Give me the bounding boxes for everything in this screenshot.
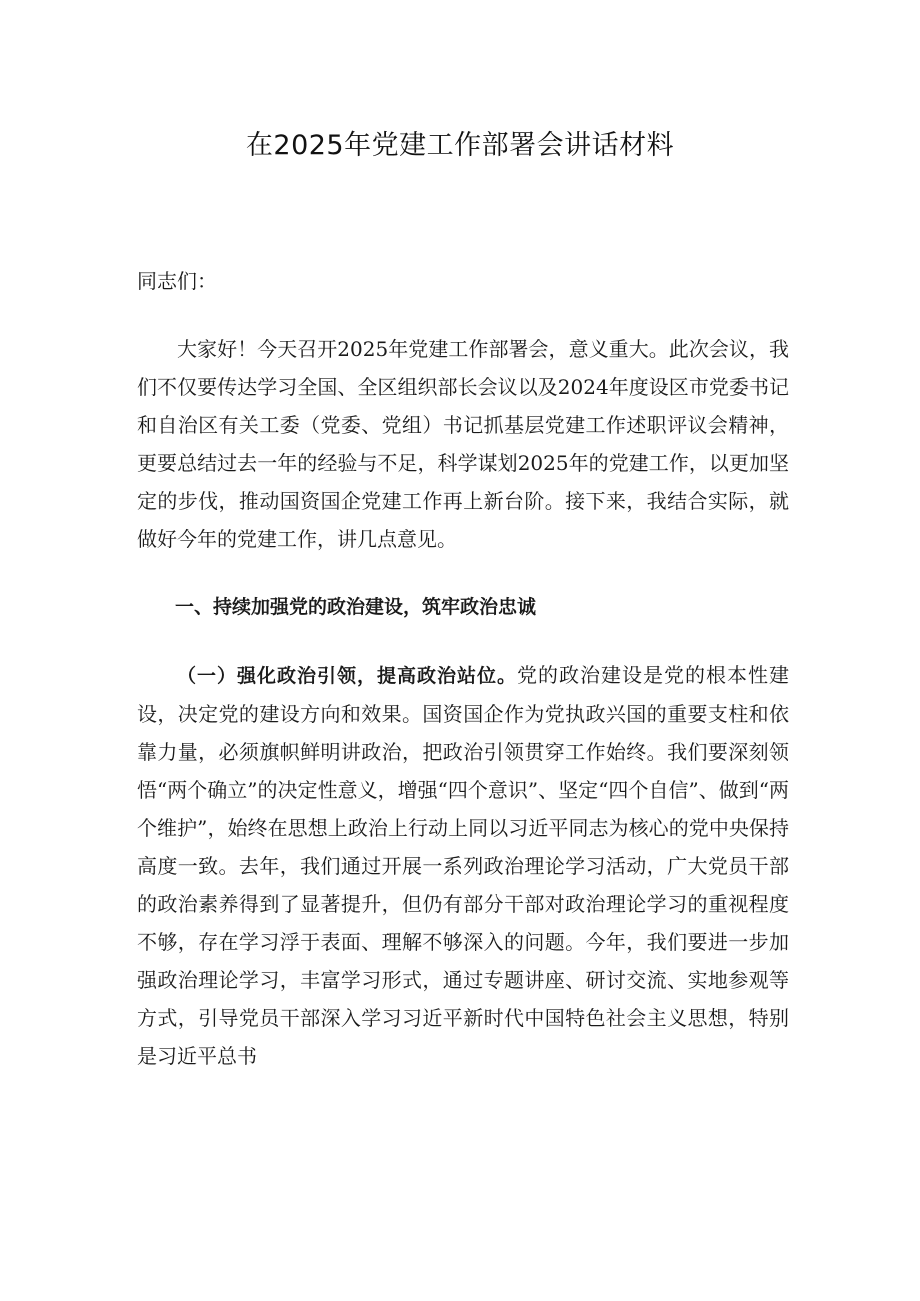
subsection-paragraph-1 bbox=[137, 656, 789, 1075]
section-heading-1: 一、持续加强党的政治建设，筑牢政治忠诚 bbox=[175, 596, 537, 618]
greeting: 同志们： bbox=[137, 269, 217, 293]
subsection-heading-1: （一）强化政治引领，提高政治站位。 bbox=[177, 665, 517, 687]
document-title: 在2025年党建工作部署会讲话材料 bbox=[245, 130, 675, 161]
subsection-text-1: 党的政治建设是党的根本性建设，决定党的建设方向和效果。国资国企作为党执政兴国的重要支柱和依靠力量，必须旗帜鲜明讲政治，把政治引领贯穿工作始终。我们要深刻领悟“两个确立”的决定性意义，增强“四个意识”、坚定“四个自信”、做到“两个维护”，始终在思想上政治上行动上同以习近平同志为核心的党中央保持高度一致。去年，我们通过开展一系列政治理论学习活动，广大党员干部的政治素养得到了显著提升，但仍有部分干部对政治理论学习的重视程度不够，存在学习浮于表面、理解不够深入的问题。今年，我们要进一步加强政治理论学习，丰富学习形式，通过专题讲座、研讨交流、实地参观等方式，引导党员干部深入学习习近平新时代中国特色社会主义思想，特别是习近平总书 bbox=[137, 663, 789, 1068]
intro-paragraph: 大家好！今天召开2025年党建工作部署会，意义重大。此次会议，我们不仅要传达学习全国、全区组织部长会议以及2024年度设区市党委书记和自治区有关工委（党委、党组）书记抓基层党建工作述职评议会精神，更要总结过去一年的经验与不足，科学谋划2025年的党建工作，以更加坚定的步伐，推动国资国企党建工作再上新台阶。接下来，我结合实际，就做好今年的党建工作，讲几点意见。 bbox=[137, 337, 789, 551]
document-body bbox=[137, 262, 789, 1075]
